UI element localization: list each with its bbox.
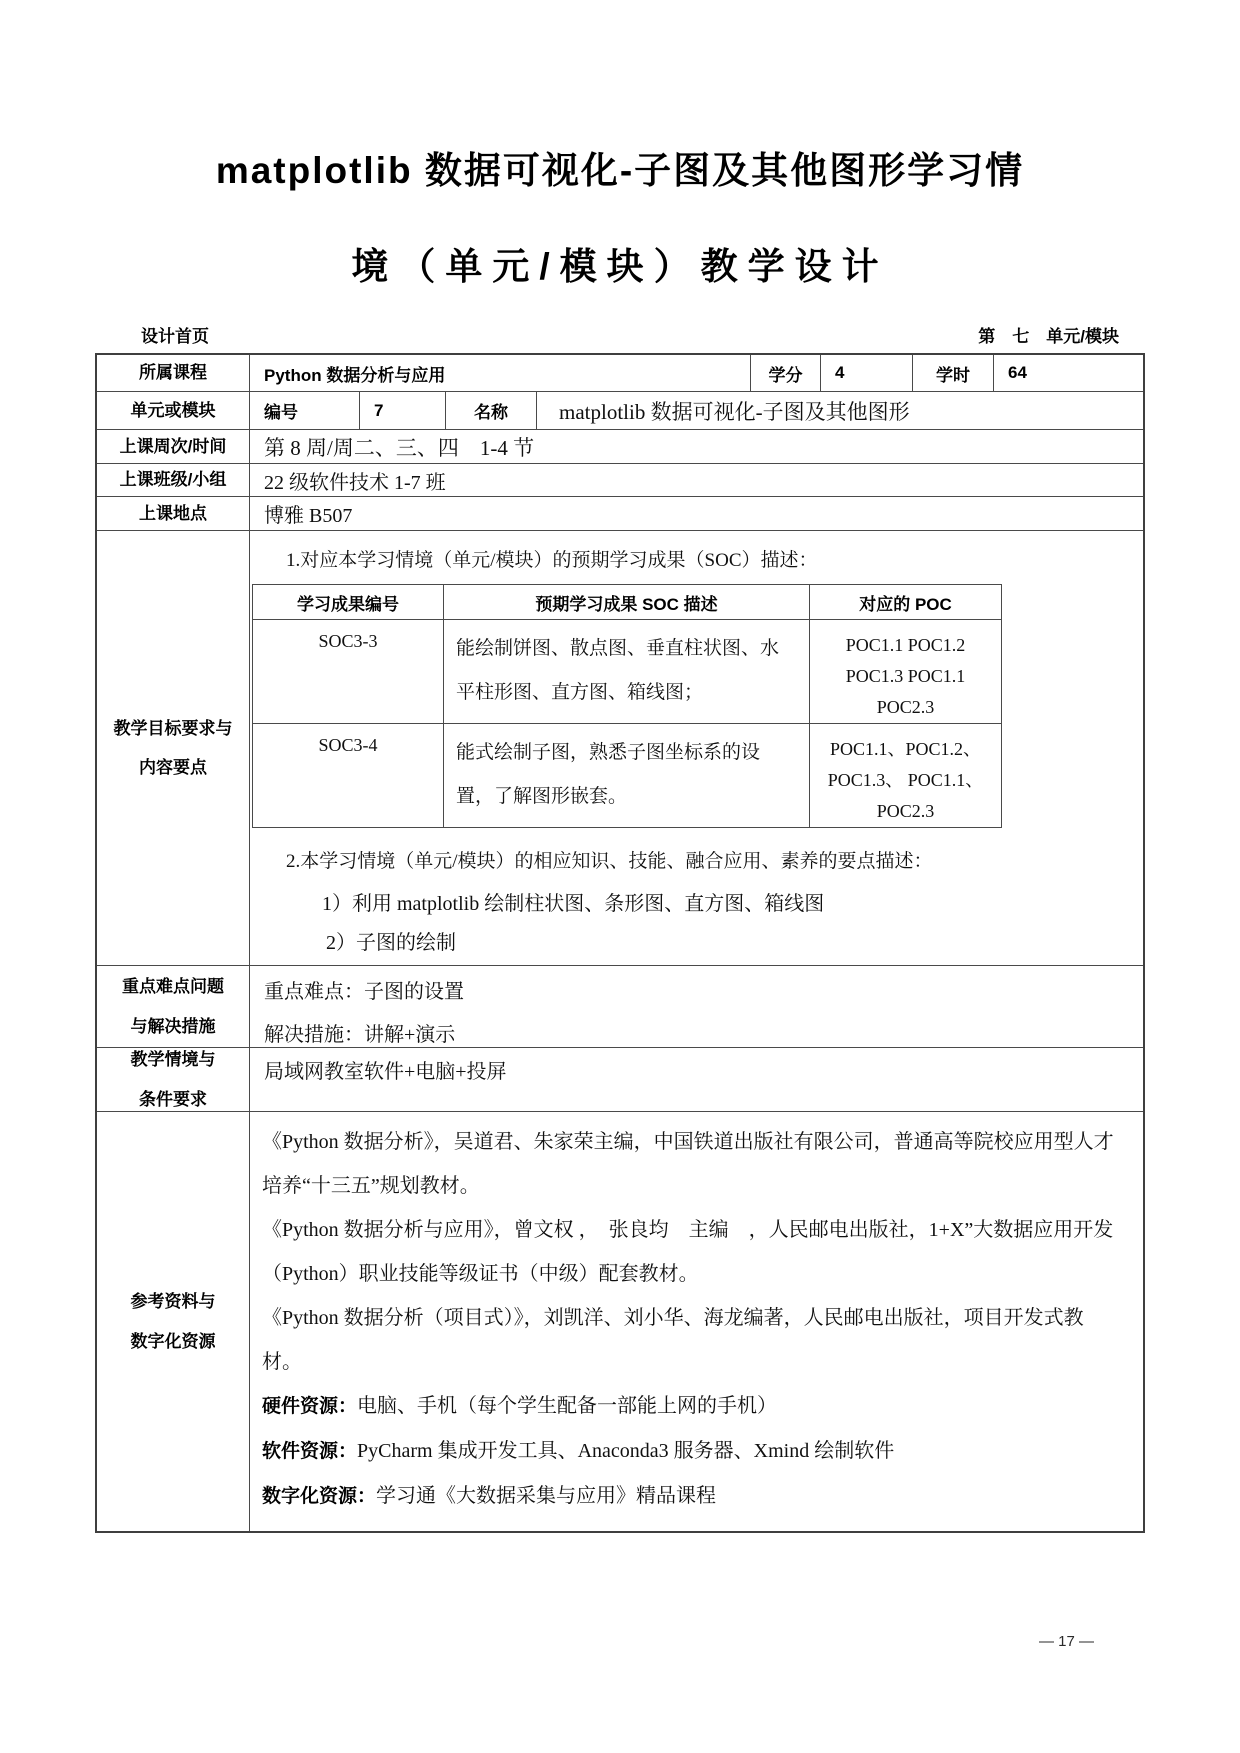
software-resource-label: 软件资源： xyxy=(262,1441,358,1462)
hardware-resource-line xyxy=(262,1384,1121,1429)
title-line-1: matplotlib 数据可视化-子图及其他图形学习情 xyxy=(215,150,1025,191)
objectives-content xyxy=(249,531,1143,965)
week-label: 上课周次/时间 xyxy=(119,436,227,456)
soc-header-poc: 对应的 POC xyxy=(809,585,1001,619)
references-content xyxy=(249,1112,1143,1531)
soc-row-1-poc-line3: POC2.3 xyxy=(876,697,935,717)
soc-row-2-id: SOC3-4 xyxy=(318,735,378,755)
row-unit xyxy=(97,391,1143,429)
soc-row-2-poc-line3: POC2.3 xyxy=(876,801,935,821)
unit-label: 单元或模块 xyxy=(130,400,216,420)
row-course xyxy=(97,355,1143,391)
page-number: — 17 — xyxy=(1038,1633,1094,1650)
credit-label: 学分 xyxy=(750,355,820,391)
hardware-resource-label: 硬件资源： xyxy=(262,1396,358,1417)
teaching-design-table xyxy=(95,353,1145,1533)
objectives-label xyxy=(97,531,249,965)
soc-row-2 xyxy=(253,723,1001,827)
key-point-1: 1）利用 matplotlib 绘制柱状图、条形图、直方图、箱线图 xyxy=(322,893,825,915)
digital-resource-label: 数字化资源： xyxy=(262,1486,377,1507)
difficulty-label xyxy=(97,966,249,1047)
software-resource-value: PyCharm 集成开发工具、Anaconda3 服务器、Xmind 绘制软件 xyxy=(357,1440,895,1462)
soc-row-2-poc-line2: POC1.3、 POC1.1、 xyxy=(827,770,984,790)
unit-no-label: 编号 xyxy=(249,392,359,429)
soc-row-2-poc xyxy=(809,724,1001,827)
row-place xyxy=(97,496,1143,530)
unit-name-value: matplotlib 数据可视化-子图及其他图形 xyxy=(536,392,1143,429)
soc-table xyxy=(252,584,1002,828)
soc-row-1-poc xyxy=(809,620,1001,723)
row-environment xyxy=(97,1047,1143,1111)
document-title xyxy=(0,0,1240,290)
objectives-label-line1: 教学目标要求与 xyxy=(113,718,233,738)
environment-label-line2: 条件要求 xyxy=(139,1089,207,1109)
digital-resource-line xyxy=(262,1474,1121,1519)
difficulty-label-line2: 与解决措施 xyxy=(130,1016,216,1036)
soc-row-1 xyxy=(253,619,1001,723)
course-label: 所属课程 xyxy=(139,363,207,383)
difficulty-line2: 解决措施：讲解+演示 xyxy=(264,1024,456,1046)
soc-row-2-poc-line1: POC1.1、POC1.2、 xyxy=(829,739,982,759)
hours-label: 学时 xyxy=(912,355,993,391)
digital-resource-value: 学习通《大数据采集与应用》精品课程 xyxy=(376,1485,717,1507)
class-label: 上课班级/小组 xyxy=(119,470,227,490)
row-difficulty xyxy=(97,965,1143,1047)
software-resource-line xyxy=(262,1429,1121,1474)
key-point-2: 2）子图的绘制 xyxy=(326,932,456,954)
hours-value: 64 xyxy=(993,355,1143,391)
environment-value: 局域网教室软件+电脑+投屏 xyxy=(249,1048,1143,1111)
reference-book-1: 《Python 数据分析》，吴道君、朱家荣主编，中国铁道出版社有限公司，普通高等院校应用型人才培养“十三五”规划教材。 xyxy=(262,1131,1114,1197)
place-value: 博雅 B507 xyxy=(249,497,1143,530)
environment-label xyxy=(97,1048,249,1111)
credit-value: 4 xyxy=(820,355,912,391)
references-label xyxy=(97,1112,249,1531)
class-value: 22 级软件技术 1-7 班 xyxy=(249,464,1143,496)
soc-header-id: 学习成果编号 xyxy=(297,594,399,614)
references-label-line1: 参考资料与 xyxy=(130,1292,216,1312)
soc-row-1-desc: 能绘制饼图、散点图、垂直柱状图、水平柱形图、直方图、箱线图； xyxy=(443,620,809,723)
course-value: Python 数据分析与应用 xyxy=(249,355,750,391)
row-references xyxy=(97,1111,1143,1531)
row-objectives xyxy=(97,530,1143,965)
soc-row-1-poc-line2: POC1.3 POC1.1 xyxy=(845,666,966,686)
table-caption-row xyxy=(95,322,1145,347)
caption-unit-number: 第 七 单元/模块 xyxy=(978,327,1119,346)
hardware-resource-value: 电脑、手机（每个学生配备一部能上网的手机） xyxy=(357,1395,778,1417)
references-label-line2: 数字化资源 xyxy=(130,1331,216,1351)
soc-intro: 1.对应本学习情境（单元/模块）的预期学习成果（SOC）描述： xyxy=(286,550,818,571)
difficulty-content xyxy=(249,966,1143,1047)
unit-no-value: 7 xyxy=(359,392,445,429)
soc-row-1-id: SOC3-3 xyxy=(318,631,378,651)
reference-book-2: 《Python 数据分析与应用》，曾文权 ， 张良均 主编 ，人民邮电出版社，1+X”大数据应用开发（Python）职业技能等级证书（中级）配套教材。 xyxy=(262,1219,1114,1285)
environment-label-line1: 教学情境与 xyxy=(130,1050,216,1070)
difficulty-line1: 重点难点：子图的设置 xyxy=(264,981,464,1003)
soc-row-1-poc-line1: POC1.1 POC1.2 xyxy=(845,635,966,655)
title-line-2: 境（单元/模块）教学设计 xyxy=(351,246,889,287)
row-week xyxy=(97,429,1143,463)
objectives-label-line2: 内容要点 xyxy=(139,758,207,777)
reference-book-3: 《Python 数据分析（项目式）》，刘凯洋、刘小华、海龙编著，人民邮电出版社，项目开发式教材。 xyxy=(262,1307,1084,1373)
soc-header-desc: 预期学习成果 SOC 描述 xyxy=(443,585,809,619)
soc-row-2-desc: 能式绘制子图，熟悉子图坐标系的设置，了解图形嵌套。 xyxy=(443,724,809,827)
place-label: 上课地点 xyxy=(139,503,207,523)
difficulty-label-line1: 重点难点问题 xyxy=(122,977,224,997)
points-intro: 2.本学习情境（单元/模块）的相应知识、技能、融合应用、素养的要点描述： xyxy=(286,851,933,872)
caption-design-front-page: 设计首页 xyxy=(141,327,209,346)
week-value: 第 8 周/周二、三、四 1-4 节 xyxy=(249,430,1143,463)
soc-table-header xyxy=(253,585,1001,619)
unit-name-label: 名称 xyxy=(445,392,536,429)
row-class xyxy=(97,463,1143,496)
